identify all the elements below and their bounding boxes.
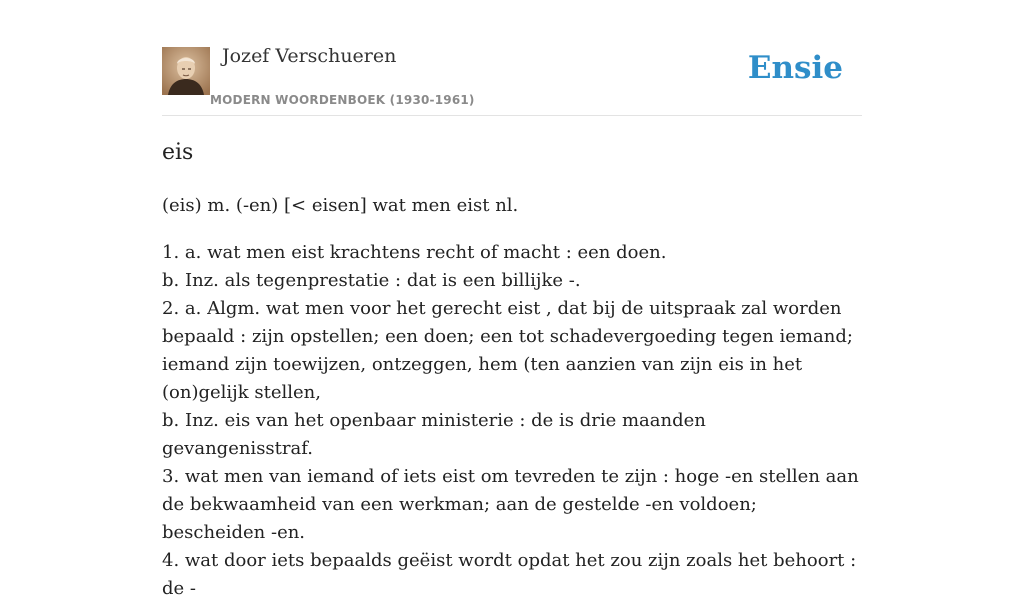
author-avatar[interactable] [162, 47, 210, 95]
header [162, 40, 862, 116]
dictionary-source[interactable]: MODERN WOORDENBOEK (1930-1961) [210, 93, 475, 107]
definition-line: 4. wat door iets bepaalds geëist wordt opdat het zou zijn zoals het behoort : de - [162, 550, 857, 599]
portrait-image [162, 47, 210, 95]
definition-line: 1. a. wat men eist krachtens recht of macht : een doen. [162, 242, 667, 263]
entry-term: eis [162, 140, 194, 165]
entry-definition [162, 192, 862, 603]
definition-line: b. Inz. eis van het openbaar ministerie : de is drie maanden gevangenisstraf. [162, 410, 706, 459]
definition-line: 3. wat men van iemand of iets eist om tevreden te zijn : hoge -en stellen aan de bekwaamheid van een werkman; aan de gestelde -en voldoen; bescheiden -en. [162, 466, 859, 543]
definition-line: 2. a. Algm. wat men voor het gerecht eist , dat bij de uitspraak zal worden bepaald : zijn opstellen; een doen; een tot schadevergoeding tegen iemand; iemand zijn toewijzen, ontzeggen, hem (ten aanzien van zijn eis in het (on)gelijk stellen, [162, 298, 853, 403]
definition-intro: (eis) m. (-en) [< eisen] wat men eist nl. [162, 195, 519, 216]
definition-line: b. Inz. als tegenprestatie : dat is een billijke -. [162, 270, 581, 291]
ensie-logo[interactable]: Ensie [747, 50, 843, 86]
author-name[interactable]: Jozef Verschueren [222, 45, 397, 67]
